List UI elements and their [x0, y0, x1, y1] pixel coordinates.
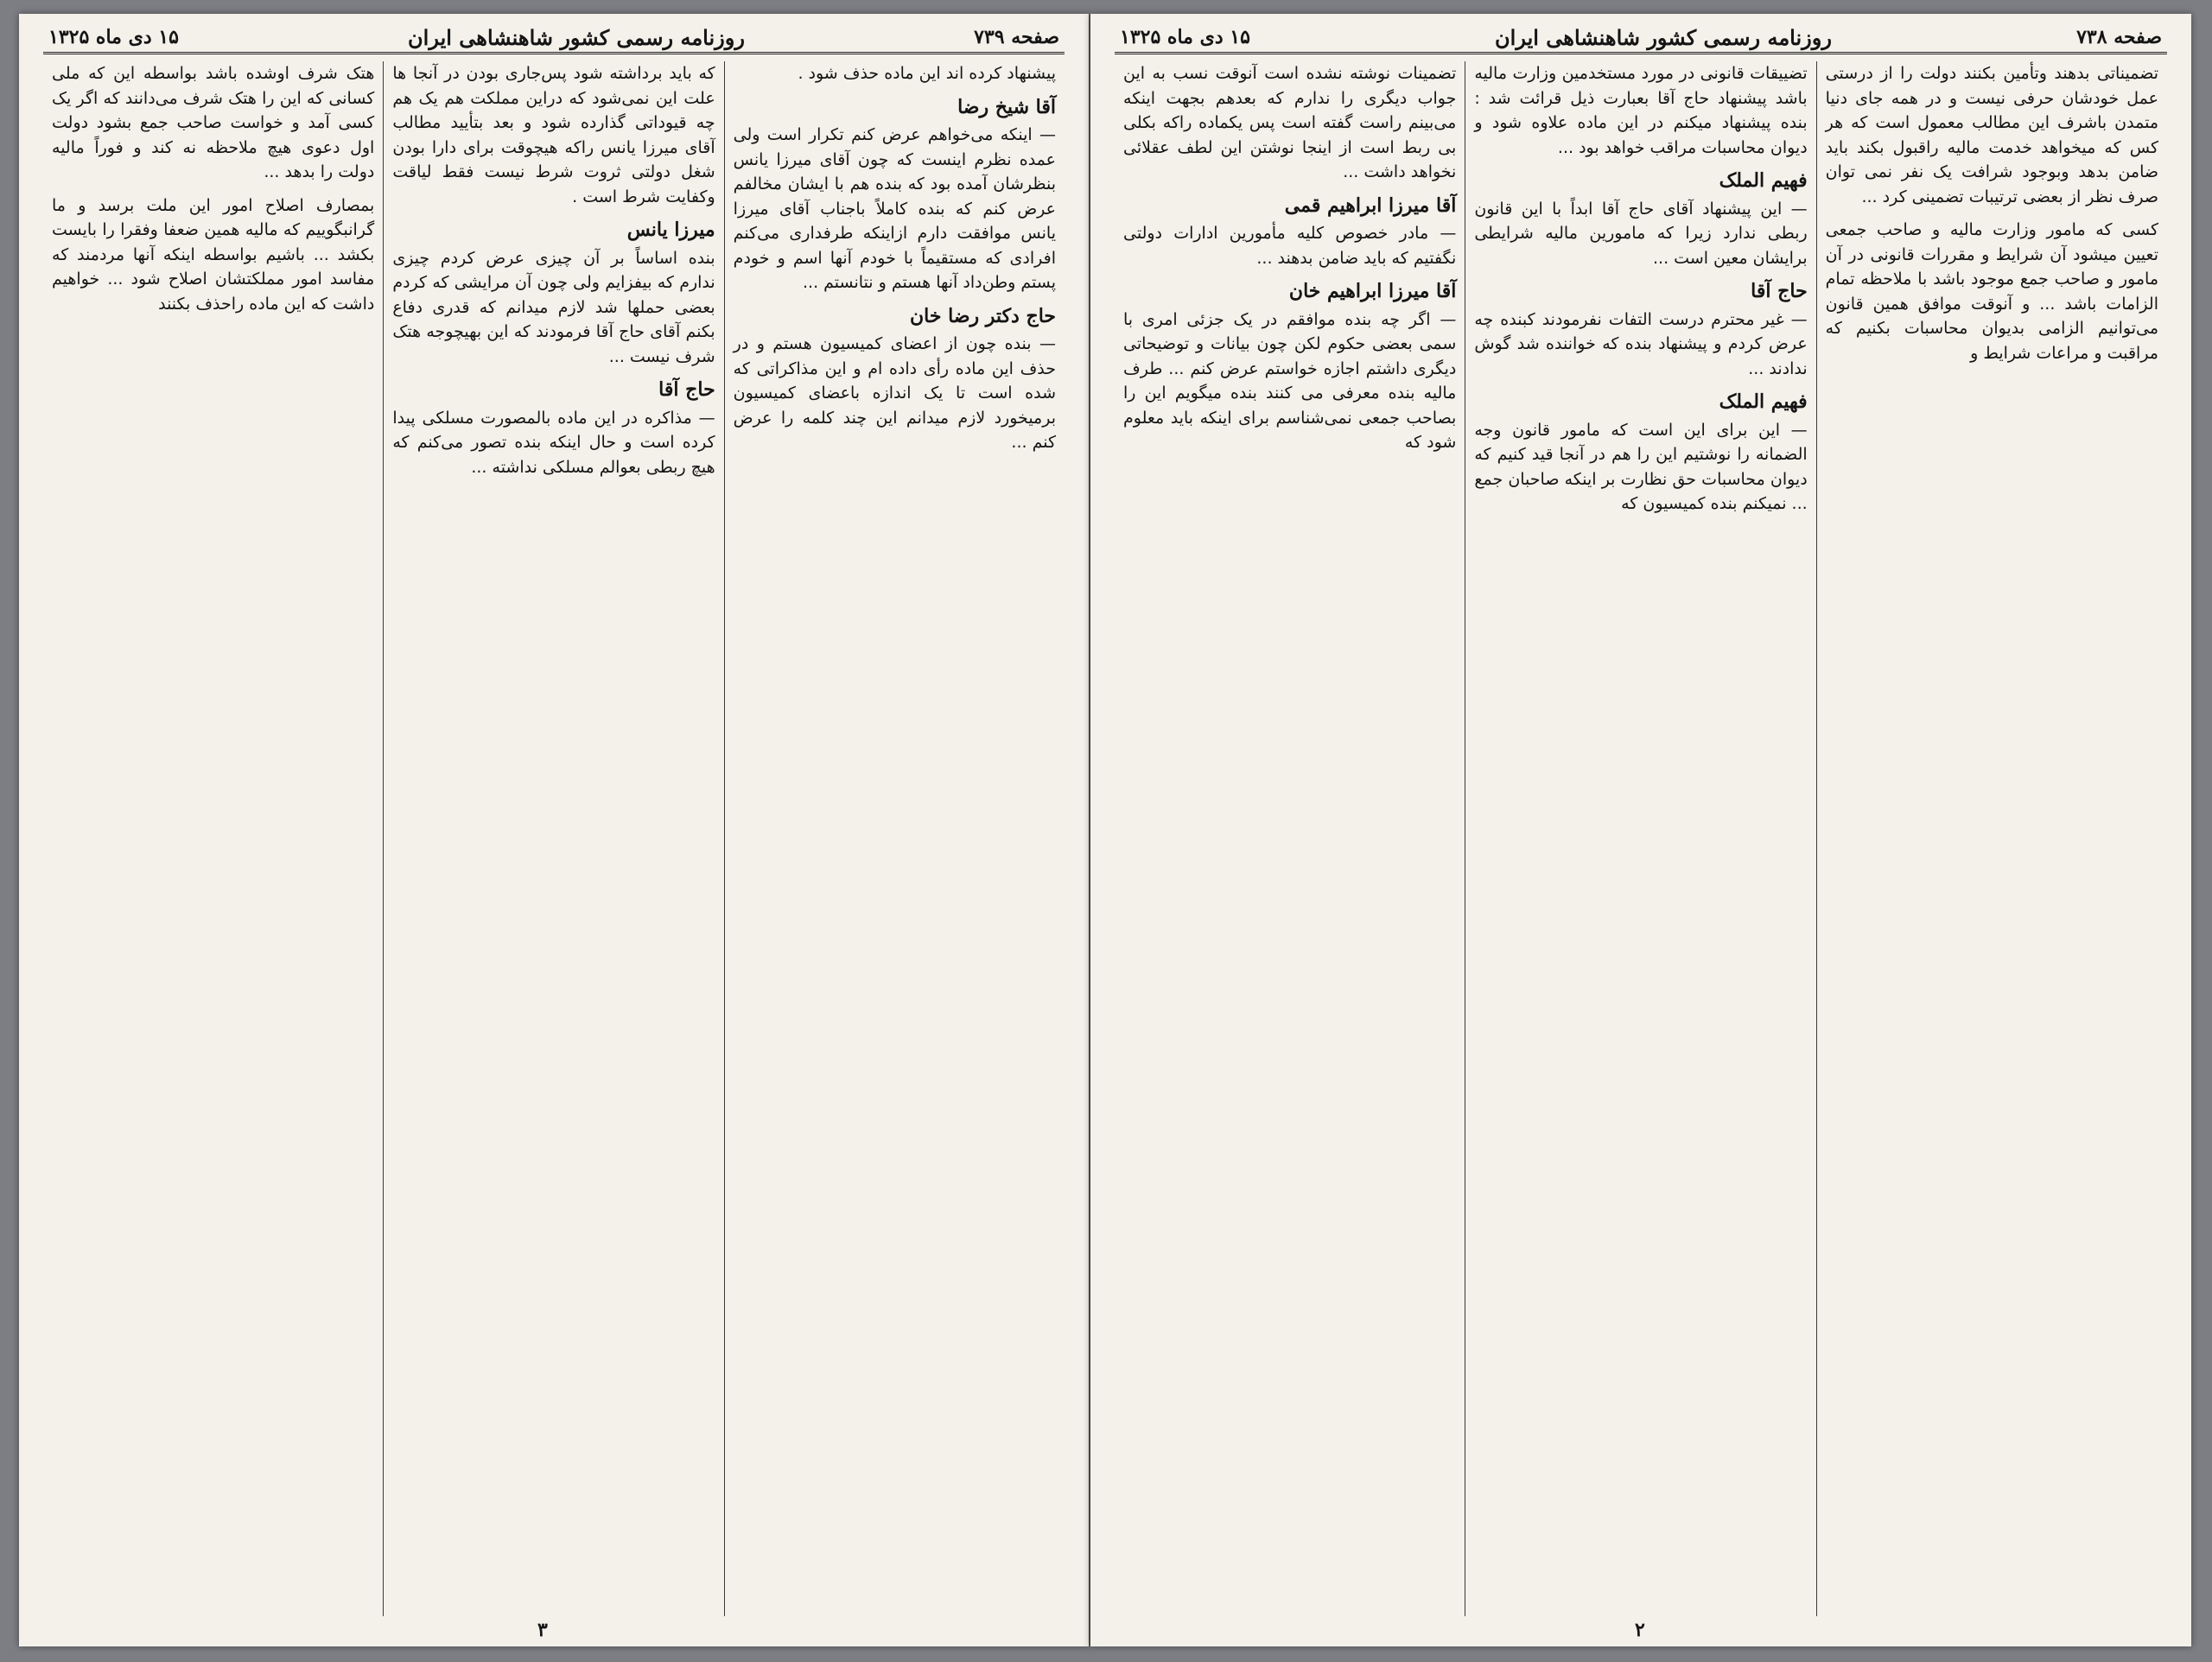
text-column	[383, 61, 723, 1616]
text-column	[43, 61, 383, 1616]
text-column	[724, 61, 1065, 1616]
text-column	[1816, 61, 2167, 1616]
speaker-name: فهیم الملک	[1719, 169, 1808, 192]
page-label: صفحه ۷۳۹	[974, 26, 1059, 48]
article-paragraph: — این پیشنهاد آقای حاج آقا ابداً با این قانون ربطی ندارد زیرا که مامورین مالیه شرایطی برایشان معین است ...	[1474, 199, 1808, 268]
speaker-name: حاج آقا	[1751, 280, 1808, 302]
article-paragraph: تضمیناتی بدهند وتأمین بکنند دولت را از درستی عمل خودشان حرفی نیست و در همه جای دنیا متمدن باشرف این مطالب معمول است که هر کس که میخواهد خدمت مالیه راقبول بکند باید ضامن بدهد وبوجود شرافت یک نفر نمی توان صرف نظر از بعضی ترتیبات تضمینی کرد ...	[1825, 64, 2158, 206]
newspaper-title: روزنامه رسمی کشور شاهنشاهی ایران	[1495, 24, 1832, 50]
article-paragraph: هتک شرف اوشده باشد بواسطه این که ملی کسانی که این را هتک شرف می‌دانند که اگر یک کسی آمد و خواست صاحب جمع بشود دولت اول دعوی هیچ ملاحظه نه کند و فوراً مالیه دولت را بدهد ...	[52, 64, 375, 181]
issue-date: ۱۵ دی ماه ۱۳۲۵	[1120, 26, 1250, 48]
speaker-name: میرزا یانس	[626, 219, 715, 241]
article-paragraph: — بنده چون از اعضای کمیسیون هستم و در حذف این ماده رأی داده ام و این مذاکراتی که شده است تا یک اندازه باعضای کمیسیون برمیخورد لازم میدانم این چند کلمه را عرض کنم ...	[733, 334, 1056, 452]
speaker-name: آقا میرزا ابراهیم قمی	[1284, 193, 1457, 217]
article-paragraph: — مادر خصوص کلیه مأمورین ادارات دولتی نگفتیم که باید ضامن بدهند ...	[1123, 224, 1457, 268]
issue-date: ۱۵ دی ماه ۱۳۲۵	[48, 26, 179, 48]
speaker-name: حاج دکتر رضا خان	[910, 304, 1056, 327]
article-paragraph: — اگر چه بنده موافقم در یک جزئی امری با سمی بعضی حکوم لکن چون بیانات و توضیحاتی دیگری داشتم اجازه خواستم عرض کنم ... طرف مالیه بنده معرفی می کنند بنده میگویم این را بصاحب جمعی نمی‌شناسم برای اینکه باید معلوم شود که	[1123, 309, 1457, 452]
article-paragraph: پیشنهاد کرده اند این ماده حذف شود .	[798, 64, 1056, 83]
article-paragraph: تضمینات نوشته نشده است آنوقت نسب به این جواب دیگری را ندارم که بعدهم بجهت اینکه می‌بینم راست گفته است پس یکماده راکه بکلی بی ربط است از اینجا نوشتن این لطف عقلائی نخواهد داشت ...	[1123, 64, 1457, 181]
page-number: ۳	[537, 1619, 548, 1641]
article-paragraph: که باید برداشته شود پس‌جاری بودن در آنجا ها علت این نمی‌شود که دراین مملکت هم یک هم چه قیوداتی گذارده شود و بعد بتأیید مطالب آقای میرزا یانس راکه هیچوقت برای دارا بودن شغل دولتی ثروت شرط نیست فقط لیاقت وکفایت شرط است .	[392, 64, 715, 206]
article-paragraph: — مذاکره در این ماده بالمصورت مسلکی پیدا کرده است و حال اینکه بنده تصور می‌کنم که هیچ ربطی بعوالم مسلکی نداشته ...	[392, 408, 715, 477]
speaker-name: آقا میرزا ابراهیم خان	[1288, 280, 1457, 302]
article-paragraph: کسی که مامور وزارت مالیه و صاحب جمعی تعیین میشود آن شرایط و مقررات قانونی در آن مامور و صاحب جمع موجود باشد با ملاحظه تمام الزامات باشد ... و آنوقت موافق همین قانون می‌توانیم الزامی بدیوان محاسبات بکنیم که مراقبت و مراعات شرایط و	[1825, 220, 2158, 363]
left-page-columns	[43, 61, 1065, 1616]
right-page-columns	[1115, 61, 2167, 1616]
left-page	[19, 14, 1089, 1646]
text-column	[1465, 61, 1815, 1616]
right-page-header	[1115, 22, 2167, 54]
article-paragraph: — غیر محترم درست التفات نفرمودند کبنده چه عرض کردم و پیشنهاد بنده که خواننده شد گوش ندادند ...	[1474, 309, 1808, 378]
article-paragraph: — اینکه می‌خواهم عرض کنم تکرار است ولی عمده نظرم اینست که چون آقای میرزا یانس بنظرشان آمده بود که بنده هم با ایشان مخالفم عرض کنم که بنده کاملاً باجناب آقای میرزا یانس موافقت دارم ازاینکه طرفداری می‌کنم افرادی که مستقیماً با خودم آنها اسم و خودم پستم وطن‌داد آنها هستم و نتانستم ...	[733, 125, 1056, 292]
text-column	[1115, 61, 1465, 1616]
article-paragraph: — این برای این است که مامور قانون وجه الضمانه را نوشتیم این را هم در آنجا قید کنیم که دیوان محاسبات حق نظارت بر اینکه صاحبان جمع ... نمیکنم بنده کمیسیون که	[1474, 420, 1808, 513]
right-page	[1090, 14, 2191, 1646]
page-number: ۲	[1635, 1619, 1645, 1641]
article-paragraph: بنده اساساً بر آن چیزی عرض کردم چیزی ندارم که بیفزایم ولی چون آن مرایشی که کردم بعضی حملها شد لازم میدانم که قدری دفاع بکنم آقای حاج آقا فرمودند که این بهیچوجه هتک شرف نیست ...	[392, 248, 715, 366]
left-page-header	[43, 22, 1065, 54]
article-paragraph: بمصارف اصلاح امور این ملت برسد و ما گرانبگوییم که مالیه همین ضعفا وفقرا را بایست بکشد ... باشیم بواسطه اینکه آنها مردمند که مفاسد امور مملکتشان اصلاح شود ... خواهیم داشت که این ماده راحذف بکنند	[52, 195, 375, 314]
speaker-name: فهیم الملک	[1719, 390, 1808, 413]
speaker-name: حاج آقا	[658, 378, 715, 401]
article-paragraph: تضییقات قانونی در مورد مستخدمین وزارت مالیه باشد پیشنهاد حاج آقا بعبارت ذیل قرائت شد : بنده پیشنهاد میکنم در این ماده علاوه شود و دیوان محاسبات مراقب خواهد بود ...	[1474, 64, 1808, 157]
newspaper-title: روزنامه رسمی کشور شاهنشاهی ایران	[408, 24, 745, 50]
page-label: صفحه ۷۳۸	[2076, 26, 2162, 48]
speaker-name: آقا شیخ رضا	[957, 95, 1056, 118]
